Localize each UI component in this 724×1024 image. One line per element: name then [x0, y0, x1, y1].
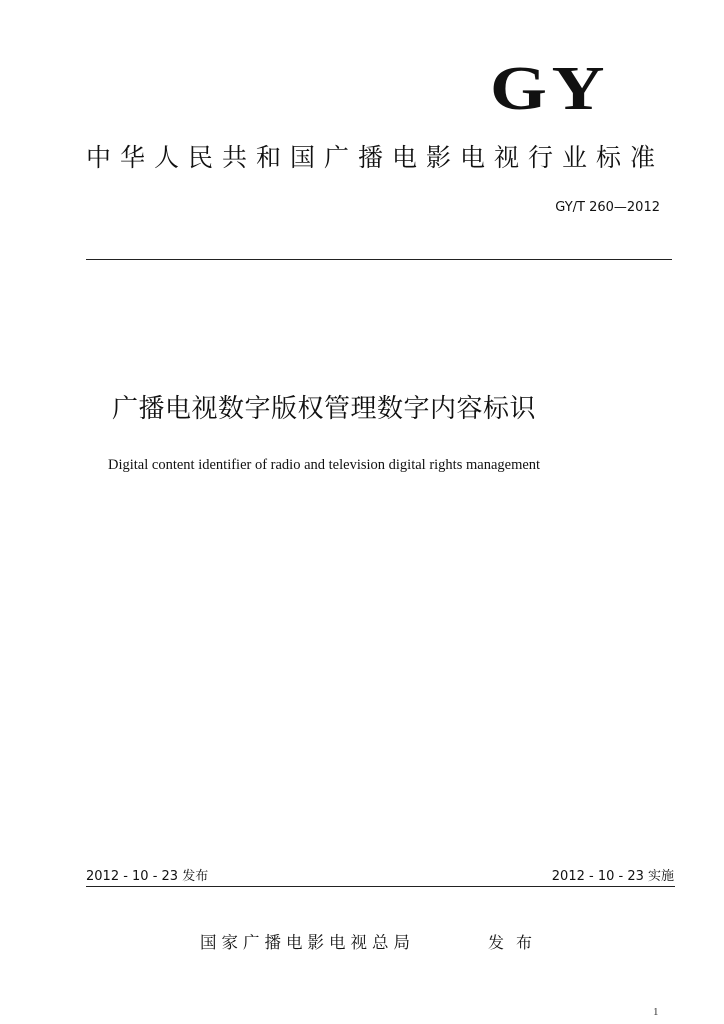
footer-divider [86, 886, 675, 887]
issue-label: 发布 [488, 933, 545, 952]
issuing-authority: 国家广播电影电视总局 [200, 933, 415, 952]
standard-number: GY/T 260—2012 [555, 200, 660, 215]
document-title-chinese: 广播电视数字版权管理数字内容标识 [112, 394, 537, 424]
issue-date: 2012 - 10 - 23 发布 [86, 869, 209, 884]
document-title-english: Digital content identifier of radio and television digital rights management [108, 457, 541, 473]
implementation-date: 2012 - 10 - 23 实施 [551, 869, 674, 884]
header-divider [86, 259, 672, 260]
standard-category: 中华人民共和国广播电影电视行业标准 [86, 143, 665, 172]
page-number: 1 [653, 1006, 659, 1018]
gy-logo: GY [490, 55, 610, 123]
